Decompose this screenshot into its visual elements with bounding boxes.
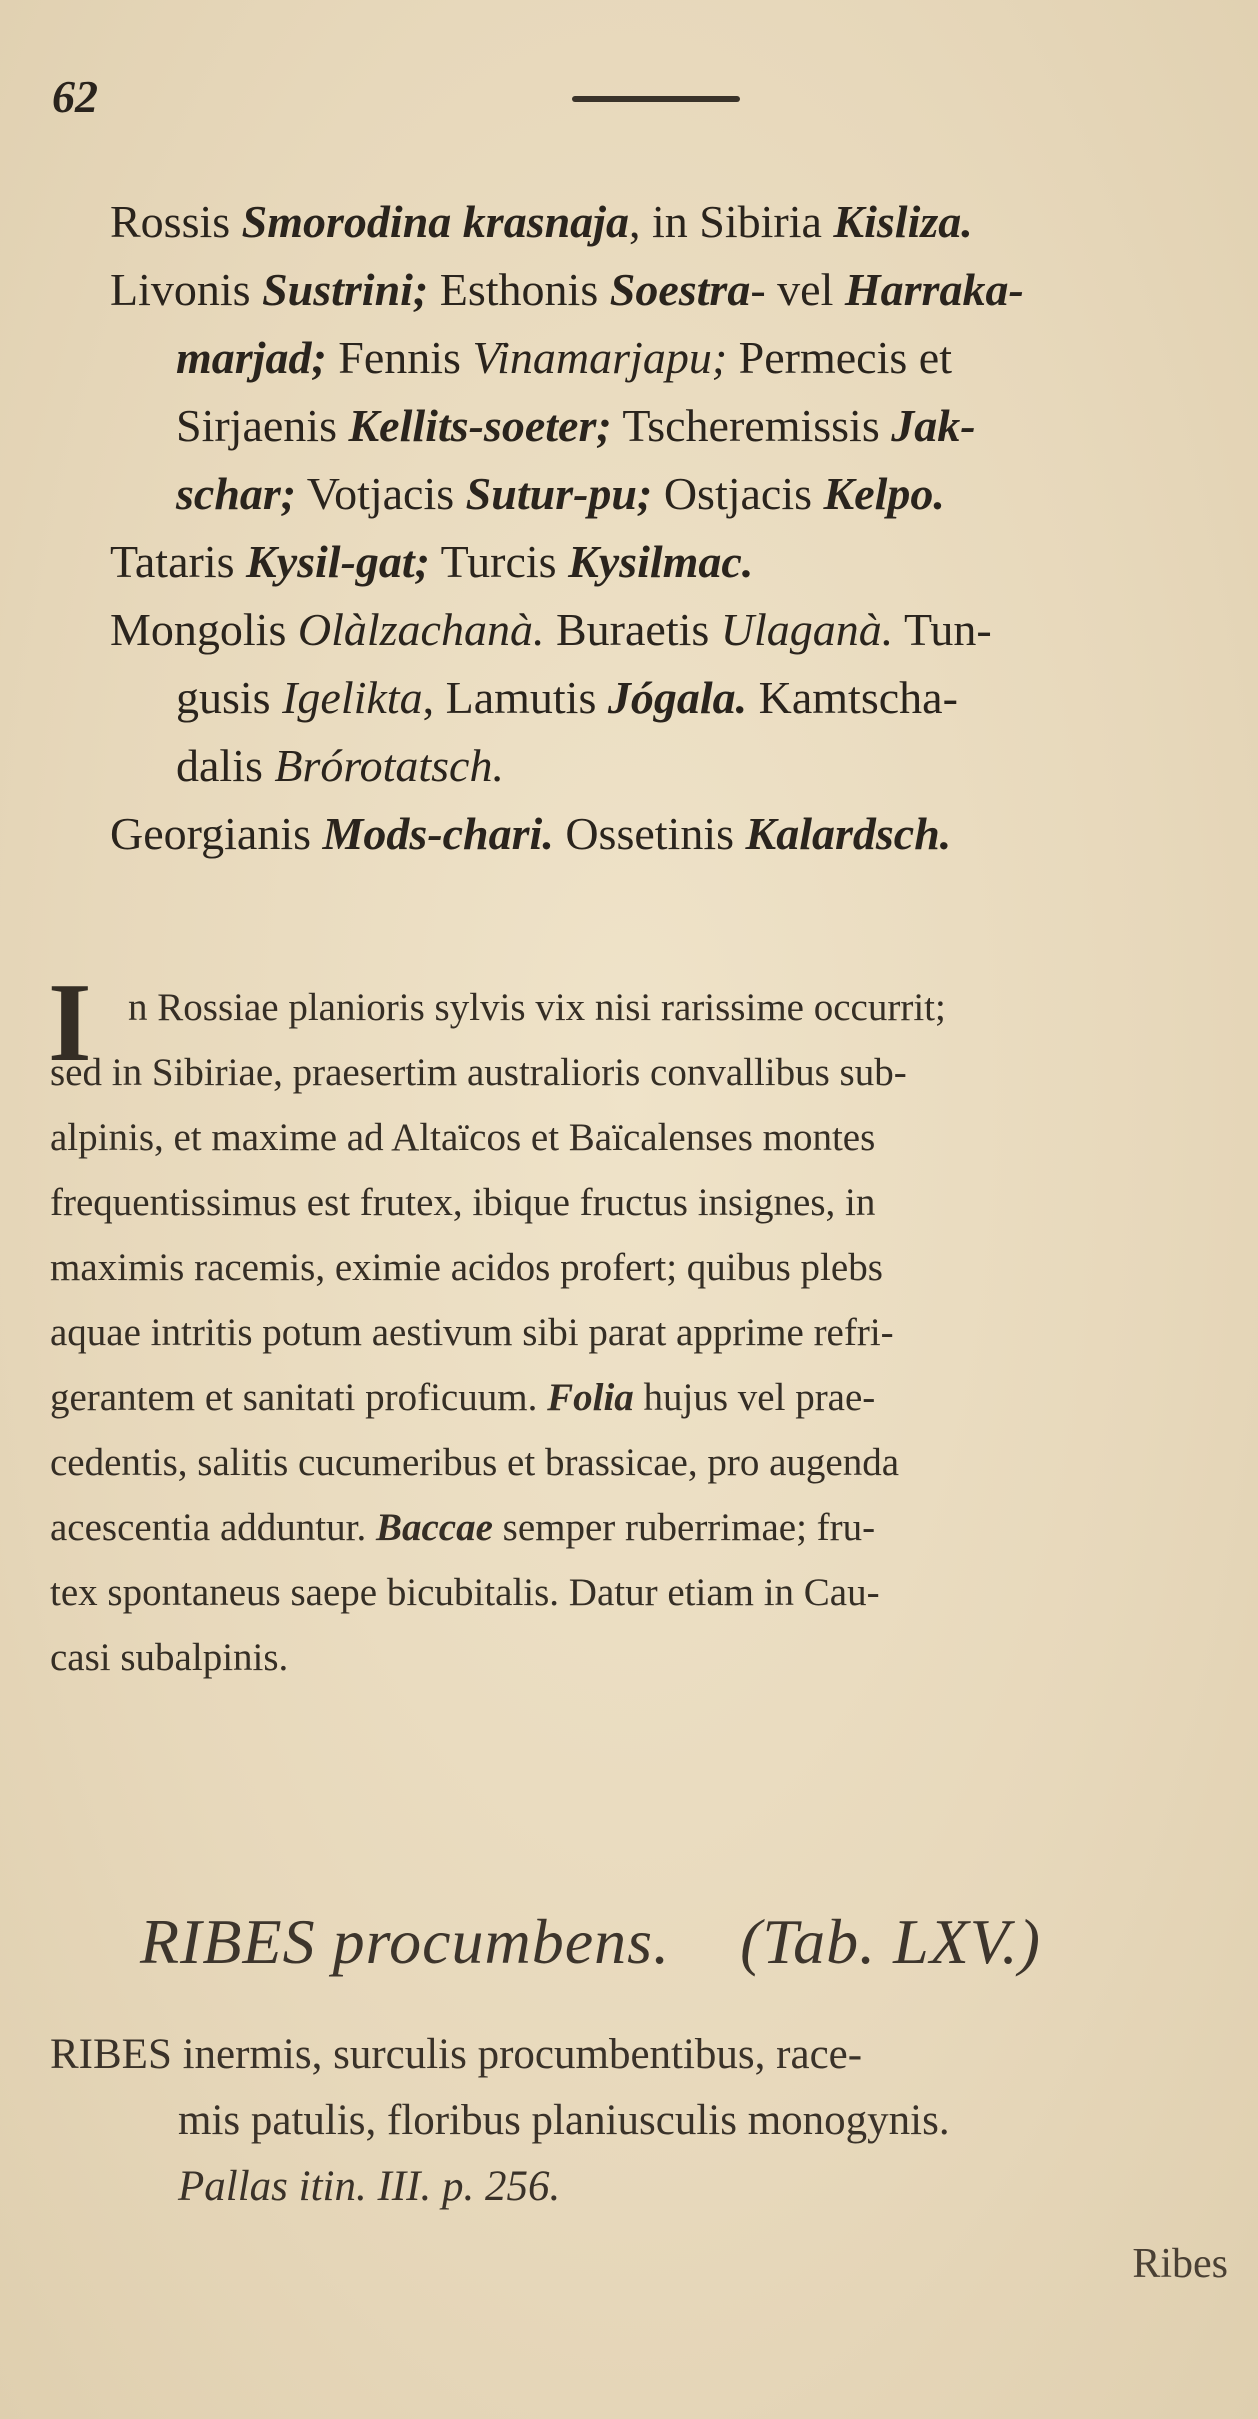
body-line: sed in Sibiriae, praesertim australioris convallibus sub- <box>50 1051 907 1094</box>
names-line: dalis Brórotatsch. <box>176 740 504 791</box>
body-line: cedentis, salitis cucumeribus et brassicae, pro augenda <box>50 1441 900 1484</box>
names-line: Rossis Smorodina krasnaja, in Sibiria Kisliza. <box>110 196 973 247</box>
header-rule <box>572 96 740 102</box>
body-line: frequentissimus est frutex, ibique fructus insignes, in <box>50 1181 876 1224</box>
species-name: RIBES procumbens. <box>140 1906 671 1977</box>
page-number: 62 <box>52 71 98 122</box>
diagnosis-line: mis patulis, floribus planiusculis monogynis. <box>178 2097 950 2144</box>
body-line: acescentia adduntur. Baccae semper ruberrimae; fru- <box>50 1506 876 1549</box>
names-line: Georgianis Mods-chari. Ossetinis Kalardsch. <box>110 808 952 859</box>
plate-reference: (Tab. LXV.) <box>740 1906 1041 1977</box>
body-paragraph <box>48 961 1230 1690</box>
body-line: alpinis, et maxime ad Altaïcos et Baïcalenses montes <box>50 1116 876 1159</box>
drop-cap: I <box>48 961 92 1085</box>
body-line: gerantem et sanitati proficuum. Folia hujus vel prae- <box>50 1376 876 1419</box>
body-line: aquae intritis potum aestivum sibi parat apprime refri- <box>50 1311 894 1354</box>
species-diagnosis <box>50 2022 1230 2220</box>
names-line: Sirjaenis Kellits-soeter; Tscheremissis Jak- <box>176 400 976 451</box>
names-line: gusis Igelikta, Lamutis Jógala. Kamtscha- <box>176 672 958 723</box>
names-line: Tataris Kysil-gat; Turcis Kysilmac. <box>110 536 754 587</box>
body-line: n Rossiae planioris sylvis vix nisi rarissime occurrit; <box>128 986 946 1029</box>
body-line: casi subalpinis. <box>50 1636 289 1679</box>
names-line: Mongolis Olàlzachanà. Buraetis Ulaganà. Tun- <box>110 604 992 655</box>
names-line: schar; Votjacis Sutur-pu; Ostjacis Kelpo. <box>176 468 945 519</box>
body-line: tex spontaneus saepe bicubitalis. Datur etiam in Cau- <box>50 1571 880 1614</box>
names-line: marjad; Fennis Vinamarjapu; Permecis et <box>176 332 952 383</box>
catchword: Ribes <box>1132 2241 1228 2287</box>
names-line: Livonis Sustrini; Esthonis Soestra- vel Harraka- <box>110 264 1024 315</box>
body-line: maximis racemis, eximie acidos profert; quibus plebs <box>50 1246 883 1289</box>
diagnosis-line: RIBES inermis, surculis procumbentibus, race- <box>50 2031 863 2078</box>
citation: Pallas itin. III. p. 256. <box>178 2163 561 2210</box>
vernacular-names-block <box>110 188 1230 868</box>
species-heading <box>140 1905 1041 1979</box>
